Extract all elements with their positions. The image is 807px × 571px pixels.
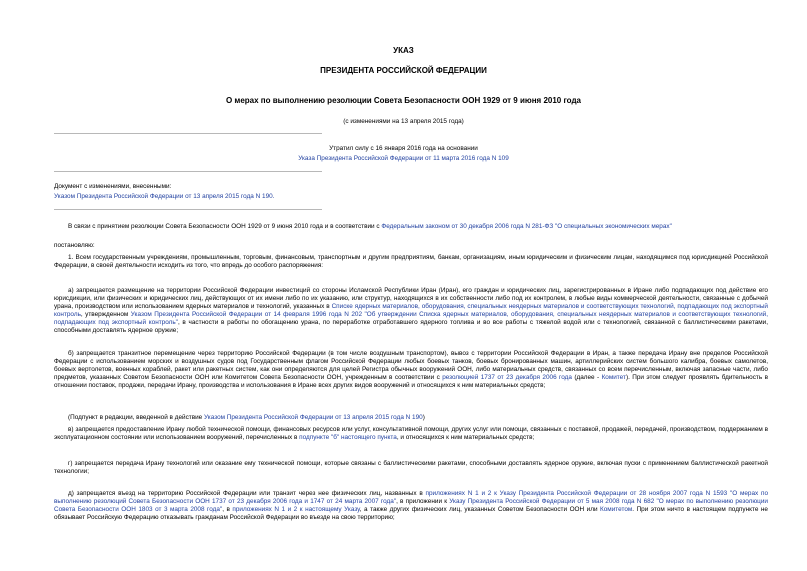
committee-link-2[interactable]: Комитетом (600, 506, 633, 513)
resolution-1737-link[interactable]: резолюцией 1737 от 23 декабря 2006 года (442, 374, 572, 381)
decree-682-link[interactable]: Указу Президента Российской Федерации от 5 мая 2008 года N 682 "О мерах по выполнению резолюции Совета Безопасности ООН 1803 от 3 марта 2008 года" (54, 498, 768, 513)
decree-190-link[interactable]: Указом Президента Российской Федерации от 13 апреля 2015 года N 190 (204, 414, 423, 421)
intro-paragraph: В связи с принятием резолюции Совета Безопасности ООН 1929 от 9 июня 2010 года и в соответствии с Федеральным законом от 30 декабря 2006 года N 281-ФЗ "О специальных экономических мерах" (68, 223, 672, 230)
divider (54, 171, 322, 172)
point-1: 1. Всем государственным учреждениям, промышленным, торговым, финансовым, транспортным и другим предприятиям, банкам, организациям, иным юридическим и физическим лицам, находящимся под юрисдикцией Российской Федерации, в своей деятельности исходить из того, что впредь до особого распоряжения: (54, 254, 768, 269)
subpoint-v: в) запрещается предоставление Ирану любой технической помощи, финансовых ресурсов или услуг, консультативной помощи, других услуг или помощи, связанных с поставкой, продажей, передачей, производством, поддержанием в эксплуатационном состоянии или использованием вооружений, перечисленных в подпункте "б" настоящего пункта, и относящихся к ним материальных средств; (54, 426, 768, 441)
divider (54, 133, 322, 134)
federal-law-link[interactable]: Федеральным законом от 30 декабря 2006 года N 281-ФЗ "О специальных экономических мерах" (381, 223, 672, 230)
subpoint-a: а) запрещается размещение на территории Российской Федерации инвестиций со стороны Исламской Республики Иран (Иран), его граждан и юридических лиц, зарегистрированных в Иране либо подпадающих под действие его юрисдикции, или физических и юридических лиц, действующих от их имени либо по их указанию, или структур, находящихся в их собственности либо под их контролем, в любые виды коммерческой деятельности, связанные с добычей урана, производством или использованием ядерных материалов и технологий, указанных в Списке ядерных материалов, оборудования, специальных неядерных материалов и соответствующих технологий, подпадающих под экспортный контроль, утвержденном Указом Президента Российской Федерации от 14 февраля 1996 года N 202 "Об утверждении Списка ядерных материалов, оборудования, специальных неядерных материалов и соответствующих технологий, подпадающих под экспортный контроль", в частности в работы по обогащению урана, по переработке отработавшего ядерного топлива и во все работы с тяжелой водой или с технологией, связанной с баллистическими ракетами, способными доставлять ядерное оружие; (54, 287, 768, 334)
amended-note: (с изменениями на 13 апреля 2015 года) (343, 118, 464, 125)
appendices-link[interactable]: приложениях N 1 и 2 к настоящему Указу (232, 506, 360, 513)
subpoint-b-note: (Подпункт в редакции, введенной в действие Указом Президента Российской Федерации от 13 апреля 2015 года N 190) (68, 414, 425, 421)
amending-decree-link[interactable]: Указом Президента Российской Федерации от 13 апреля 2015 года N 190. (54, 193, 275, 200)
changes-label: Документ с изменениями, внесенными: (54, 183, 172, 190)
decree-issuer: ПРЕЗИДЕНТА РОССИЙСКОЙ ФЕДЕРАЦИИ (320, 66, 487, 75)
decree-1593-link[interactable]: приложениях N 1 и 2 к Указу Президента Российской Федерации от 28 ноября 2007 года N 1593 "О мерах по выполнению резолюций Совета Безопасности ООН 1737 от 23 декабря 2006 года и 1747 от 24 марта 2007 года" (54, 490, 768, 505)
subpoint-d: д) запрещается въезд на территорию Российской Федерации или транзит через нее физических лиц, названных в приложениях N 1 и 2 к Указу Президента Российской Федерации от 28 ноября 2007 года N 1593 "О мерах по выполнению резолюций Совета Безопасности ООН 1737 от 23 декабря 2006 года и 1747 от 24 марта 2007 года", в приложении к Указу Президента Российской Федерации от 5 мая 2008 года N 682 "О мерах по выполнению резолюции Совета Безопасности ООН 1803 от 3 марта 2008 года", в приложениях N 1 и 2 к настоящему Указу, а также других физических лиц, указанных Советом Безопасности ООН или Комитетом. При этом ничто в настоящем подпункте не обязывает Российскую Федерацию отказывать гражданам Российской Федерации во въезде на свою территорию; (54, 490, 768, 521)
repeal-decree-link[interactable]: Указа Президента Российской Федерации от 11 марта 2016 года N 109 (298, 155, 509, 162)
divider (54, 209, 322, 210)
lost-force-note: Утратил силу с 16 января 2016 года на основании (329, 145, 478, 152)
committee-link[interactable]: Комитет (601, 374, 626, 381)
resolution-word: постановляю: (54, 242, 95, 249)
subpoint-b: б) запрещается транзитное перемещение через территорию Российской Федерации (в том числе воздушным транспортом), вывоз с территории Российской Федерации в Иран, а также передача Ирану вне пределов Российской Федерации с использованием морских и воздушных судов под Государственным флагом Российской Федерации любых боевых танков, боевых бронированных машин, артиллерийских систем большого калибра, боевых самолетов, боевых вертолетов, военных кораблей, ракет или ракетных систем, как они определяются для целей Регистра обычных вооружений ООН, либо материальных средств, связанных со всем перечисленным, включая запасные части, либо предметов, указанных Советом Безопасности ООН или Комитетом Совета Безопасности ООН, учрежденным в соответствии с резолюцией 1737 от 23 декабря 2006 года (далее - Комитет). При этом следует проявлять бдительность в отношении поставок, продажи, передачи Ирану, производства и использования в Иране всех других видов вооружений и относящихся к ним материальных средств; (54, 350, 768, 389)
subpoint-g: г) запрещается передача Ирану технологий или оказание ему технической помощи, которые связаны с баллистическими ракетами, способными доставлять ядерное оружие, включая пуски с применением баллистической ракетной технологии; (54, 460, 768, 475)
nuclear-list-link[interactable]: Списке ядерных материалов, оборудования, специальных неядерных материалов и соответствующих технологий, подпадающих под экспортный контроль (54, 303, 768, 318)
decree-202-link[interactable]: Указом Президента Российской Федерации от 14 февраля 1996 года N 202 "Об утверждении Списка ядерных материалов, оборудования, специальных неядерных материалов и соответствующих технологий, подпадающих под экспортный контроль" (54, 311, 768, 326)
decree-type: УКАЗ (393, 46, 414, 55)
page-title: О мерах по выполнению резолюции Совета Безопасности ООН 1929 от 9 июня 2010 года (225, 96, 581, 105)
subpoint-b-link[interactable]: подпункте "б" настоящего пункта (299, 434, 397, 441)
